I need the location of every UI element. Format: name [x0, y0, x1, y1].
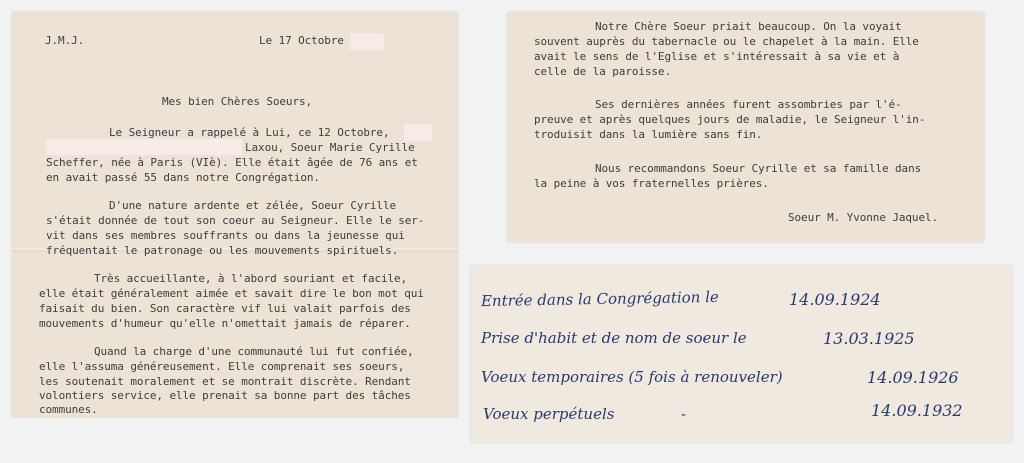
signature: Soeur M. Yvonne Jaquel. — [788, 211, 939, 224]
body-line: faisait du bien. Son caractère vif lui valait parfois des — [39, 302, 411, 315]
body-line: volontiers service, elle prenait sa bonne part des tâches — [39, 389, 411, 402]
body-line: D'une nature ardente et zélée, Soeur Cyrille — [109, 199, 396, 212]
body-line: Nous recommandons Soeur Cyrille et sa famille dans — [595, 162, 922, 175]
body-line: Quand la charge d'une communauté lui fut confiée, — [94, 345, 414, 358]
body-line: fréquentait le patronage ou les mouvements spirituels. — [46, 244, 399, 257]
body-line: troduisit dans la lumière sans fin. — [534, 128, 763, 141]
note-dash: - — [681, 405, 687, 423]
body-line: Le Seigneur a rappelé à Lui, ce 12 Octobre, — [109, 126, 390, 139]
note-date: 14.09.1924 — [789, 290, 881, 309]
body-line: s'était donnée de tout son coeur au Seigneur. Elle le ser- — [46, 214, 425, 227]
body-line: vit dans ses membres souffrants ou dans la jeunesse qui — [46, 229, 405, 242]
body-line: mouvements d'humeur qu'elle n'omettait jamais de réparer. — [39, 317, 411, 330]
body-line: avait le sens de l'Eglise et s'intéressait à sa vie et à — [534, 50, 900, 63]
body-line: Laxou, Soeur Marie Cyrille — [245, 141, 415, 154]
body-line: Scheffer, née à Paris (VIè). Elle était âgée de 76 ans et — [46, 156, 418, 169]
note-date: 14.09.1932 — [871, 401, 963, 420]
body-line: preuve et après quelques jours de maladie, le Seigneur l'in- — [534, 113, 926, 126]
redaction — [350, 33, 384, 50]
note-label: Entrée dans la Congrégation le — [480, 287, 719, 311]
note-date: 14.09.1926 — [867, 368, 959, 387]
salutation: Mes bien Chères Soeurs, — [162, 95, 313, 108]
note-label: Prise d'habit et de nom de soeur le — [481, 329, 747, 347]
handwritten-note — [471, 265, 1012, 442]
redaction — [46, 139, 242, 155]
body-line: souvent auprès du tabernacle ou le chapelet à la main. Elle — [534, 35, 919, 48]
body-line: elle l'assuma généreusement. Elle comprenait ses soeurs, — [39, 360, 405, 373]
body-line: en avait passé 55 dans notre Congrégation. — [46, 171, 320, 184]
body-line: celle de la paroisse. — [534, 65, 671, 78]
body-line: les soutenait moralement et se montrait discrète. Rendant — [39, 375, 411, 388]
note-label: Voeux perpétuels — [483, 405, 615, 423]
body-line: elle était généralement aimée et savait dire le bon mot qui — [39, 287, 424, 300]
note-label: Voeux temporaires (5 fois à renouveler) — [481, 368, 783, 386]
body-line: Notre Chère Soeur priait beaucoup. On la voyait — [595, 20, 902, 33]
header-initials: J.M.J. — [45, 34, 85, 47]
body-line: Très accueillante, à l'abord souriant et facile, — [94, 272, 408, 285]
redaction — [404, 124, 432, 141]
body-line: Ses dernières années furent assombries par l'é- — [595, 98, 902, 111]
letter-page-left — [12, 12, 458, 417]
body-line: la peine à vos fraternelles prières. — [534, 177, 769, 190]
letter-page-right — [507, 12, 984, 242]
header-date: Le 17 Octobre — [259, 34, 344, 47]
note-date: 13.03.1925 — [823, 329, 915, 348]
body-line: communes. — [39, 403, 98, 416]
